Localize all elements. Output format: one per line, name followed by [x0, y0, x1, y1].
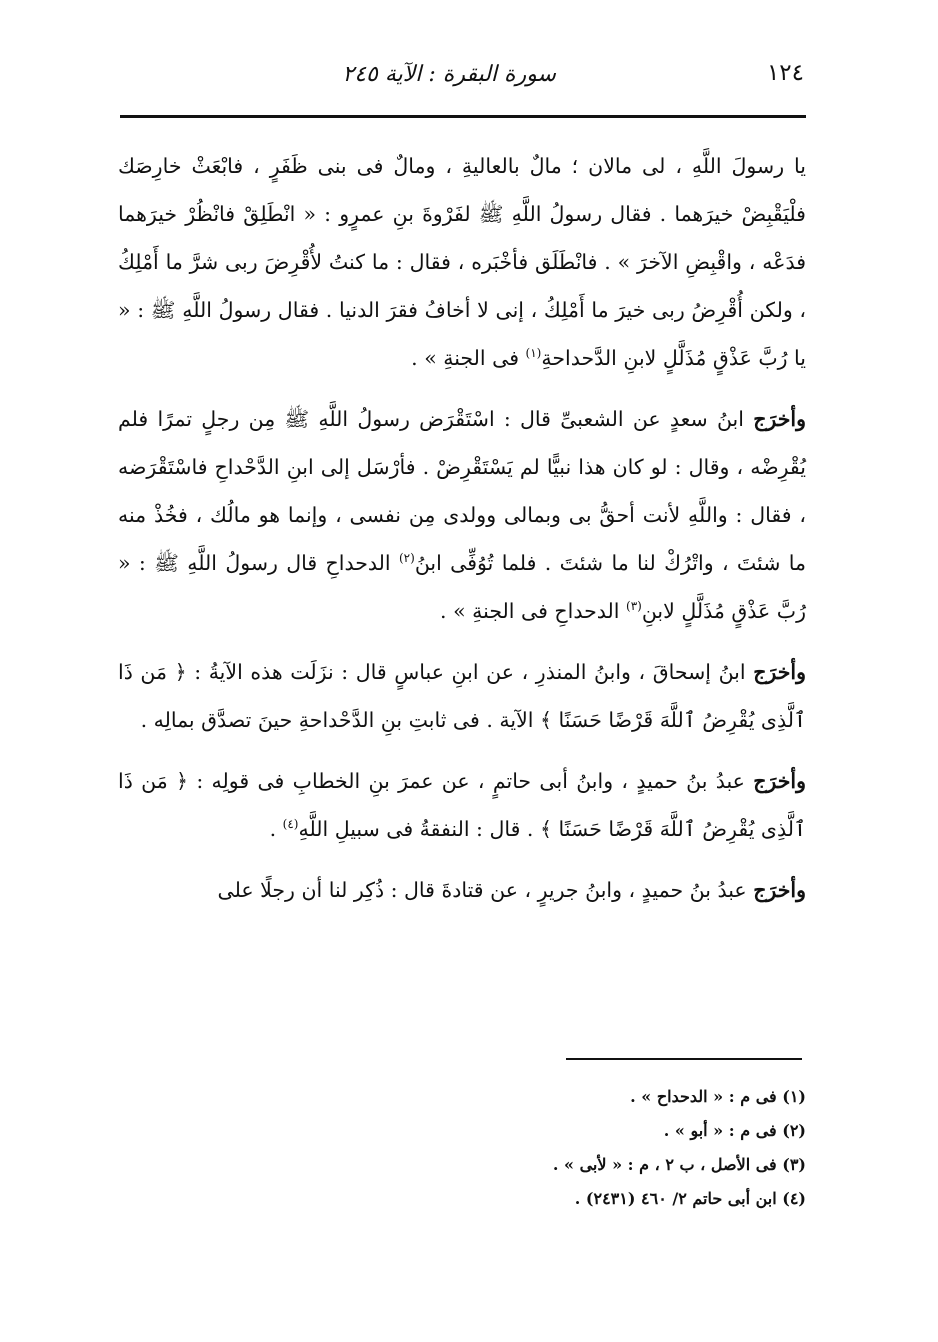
paragraph-lead: وأخرَج [753, 660, 806, 684]
paragraph-text: ابنُ إسحاقَ ، وابنُ المنذرِ ، عن ابنِ عباسٍ قال : نزَلَت هذه الآيةُ : ﴿ مَن ذَا ٱلَّذِى يُقْرِضُ ٱللَّهَ قَرْضًا حَسَنًا ﴾ الآية . فى ثابتِ بنِ الدَّحْداحةِ حينَ تصدَّق بمالِه . [118, 660, 806, 732]
footnote-marker: (٣) [626, 599, 642, 614]
paragraph-text: . [269, 817, 283, 841]
paragraph-1 [118, 142, 806, 382]
footnote-marker: (١) [525, 346, 542, 361]
paragraph-text: يا رسولَ اللَّهِ ، لى مالان ؛ مالٌ بالعاليةِ ، ومالٌ فى بنى ظَفَرٍ ، فابْعَثْ خارِصَك فلْيَقْبِضْ خيرَهما . فقال رسولُ اللَّهِ ﷺ لفَرْوةَ بنِ عمرٍو : « انْطَلِقْ فانْظُرْ خيرَهما فدَعْه ، واقْبِضِ الآخرَ » . فانْطَلَق فأخْبَره ، فقال : ما كنتُ لأُقْرِضَ ربى شرَّ ما أَمْلِكُ ، ولكن أُقْرِضُ ربى خيرَ ما أَمْلِكُ ، إنى لا أخافُ فقرَ الدنيا . فقال رسولُ اللَّهِ ﷺ : « يا رُبَّ عَذْقٍ مُذَلَّلٍ لابنِ الدَّحداحةِ [118, 154, 806, 370]
paragraph-lead: وأخرَج [753, 769, 806, 793]
paragraph-5 [118, 866, 806, 914]
footnote-3: (٣) فى الأصل ، ب ٢ ، م : « لأبى » . [552, 1155, 806, 1174]
main-text [118, 142, 806, 914]
running-title: سورة البقرة : الآية ٢٤٥ [342, 62, 556, 87]
footnote-2: (٢) فى م : « أبو » . [663, 1121, 806, 1140]
footnote-marker: (٢) [398, 551, 415, 566]
paragraph-lead: وأخرَج [753, 878, 806, 902]
paragraph-text: الدحداحِ قال رسولُ اللَّهِ ﷺ : « رُبَّ عَذْقٍ مُذَلَّلٍ لابنِ [118, 551, 806, 623]
paragraph-lead: وأخرَج [753, 407, 806, 431]
footnote-divider [566, 1058, 802, 1060]
page-header [120, 58, 806, 98]
paragraph-2 [118, 395, 806, 635]
paragraph-3 [118, 648, 806, 744]
paragraph-text: عبدُ بنُ حميدٍ ، وابنُ جريرٍ ، عن قتادةَ قال : ذُكِر لنا أن رجلًا على [217, 878, 754, 902]
footnote-marker: (٤) [282, 817, 299, 832]
footnote-1: (١) فى م : « الدحداح » . [630, 1087, 806, 1106]
footnote-4: (٤) ابن أبى حاتم ٢/ ٤٦٠ (٢٤٣١) . [574, 1189, 806, 1208]
paragraph-text: عبدُ بنُ حميدٍ ، وابنُ أبى حاتمٍ ، عن عمرَ بنِ الخطابِ فى قولِه : ﴿ مَن ذَا ٱلَّذِى يُقْرِضُ ٱللَّهَ قَرْضًا حَسَنًا ﴾ . قال : النفقةُ فى سبيلِ اللَّهِ [118, 769, 806, 841]
paragraph-text: ابنُ سعدٍ عن الشعبىِّ قال : اسْتَقْرَض رسولُ اللَّهِ ﷺ مِن رجلٍ تمرًا فلم يُقْرِضْه ، وقال : لو كان هذا نبيًّا لم يَسْتَقْرِضْ . فأرْسَل إلى ابنِ الدَّحْداحِ فاسْتَقْرَضه ، فقال : واللَّهِ لأنت أحقُّ بى وبمالى وولدى مِن نفسى ، وإنما هو مالُك ، فخُذْ منه ما شئتَ ، واتْرُكْ لنا ما شئتَ . فلما تُوُفِّى ابنُ [118, 407, 806, 575]
page-number: ١٢٤ [766, 60, 804, 86]
paragraph-4 [118, 757, 806, 853]
header-divider [120, 115, 806, 118]
footnotes [300, 1080, 806, 1216]
paragraph-text: الدحداحِ فى الجنةِ » . [440, 599, 626, 623]
paragraph-text: فى الجنةِ » . [411, 346, 526, 370]
